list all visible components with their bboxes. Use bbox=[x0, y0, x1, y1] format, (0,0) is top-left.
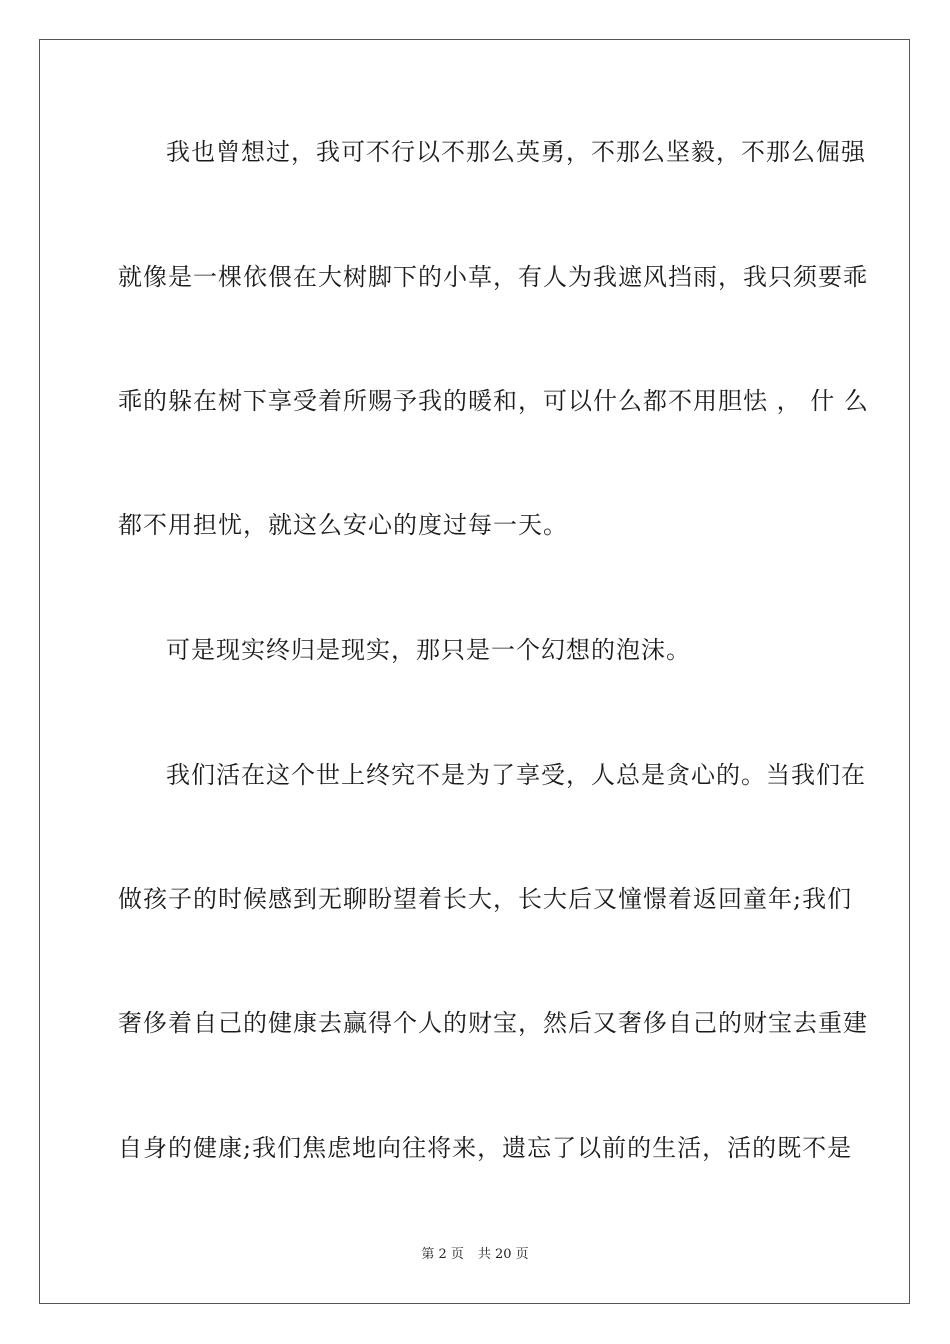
text-line: 奢侈着自己的健康去赢得个人的财宝，然后又奢侈自己的财宝去重建 bbox=[118, 1009, 868, 1037]
page-number: 第 2 页 bbox=[421, 1247, 464, 1262]
page-frame bbox=[39, 39, 910, 1304]
text-line: 做孩子的时候感到无聊盼望着长大，长大后又憧憬着返回童年;我们 bbox=[118, 885, 853, 913]
text-line: 我也曾想过，我可不行以不那么英勇，不那么坚毅，不那么倔强 bbox=[166, 138, 866, 166]
text-line: 乖的躲在树下享受着所赐予我的暖和，可以什么都不用胆怯 ， 什 么 bbox=[118, 387, 869, 415]
page-footer bbox=[0, 1246, 950, 1264]
page-total: 共 20 页 bbox=[477, 1247, 529, 1262]
text-line: 自身的健康;我们焦虑地向往将来，遗忘了以前的生活，活的既不是 bbox=[118, 1134, 853, 1162]
text-line: 可是现实终归是现实，那只是一个幻想的泡沫。 bbox=[166, 636, 691, 664]
text-line: 都不用担忧，就这么安心的度过每一天。 bbox=[118, 511, 568, 539]
text-line: 我们活在这个世上终究不是为了享受，人总是贪心的。当我们在 bbox=[166, 761, 866, 789]
text-line: 就像是一棵依偎在大树脚下的小草，有人为我遮风挡雨，我只须要乖 bbox=[118, 263, 868, 291]
